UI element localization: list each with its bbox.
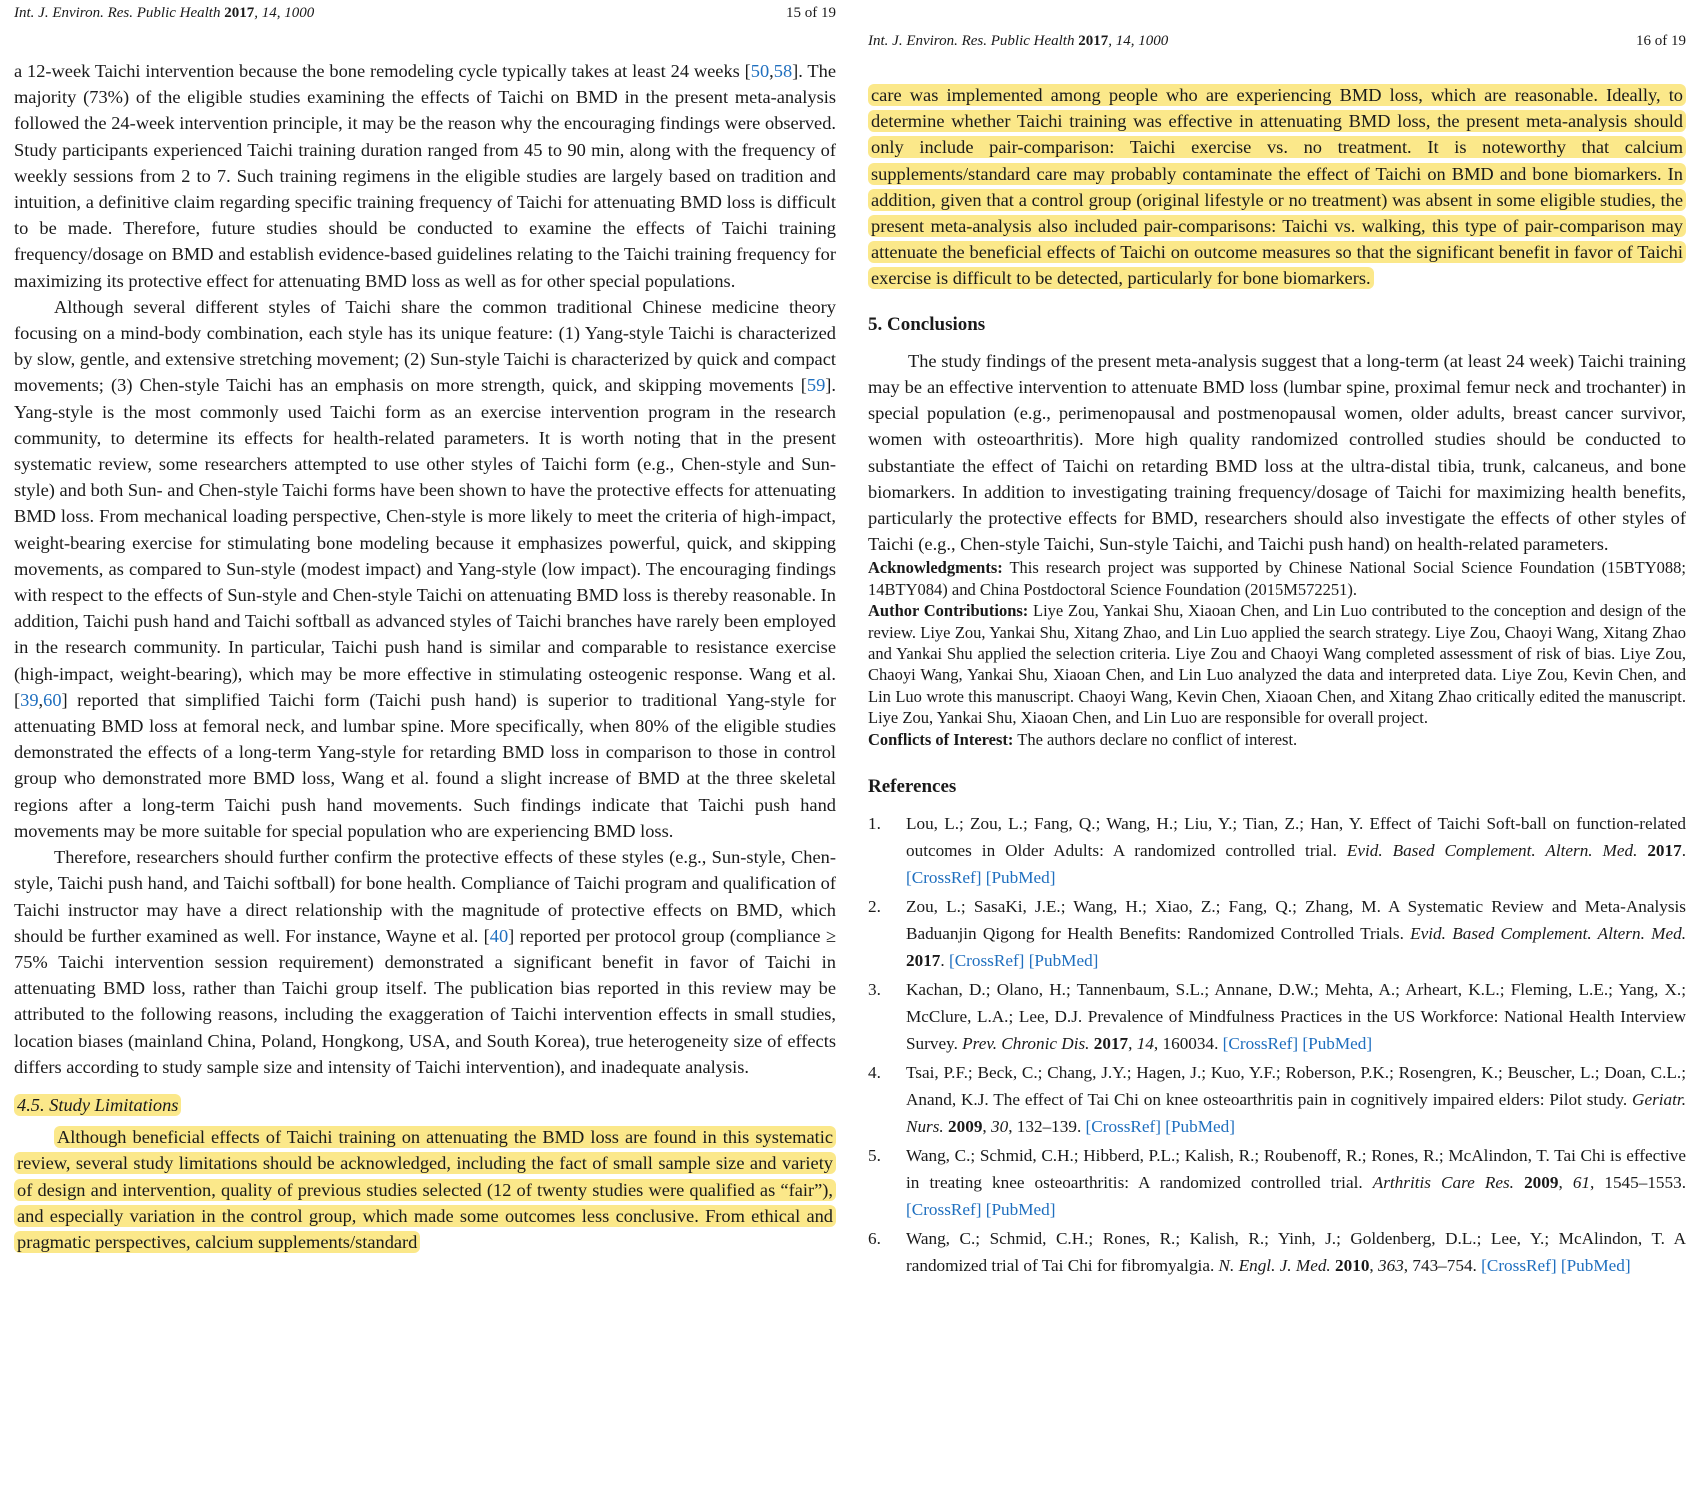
right-page <box>868 0 1686 1281</box>
reference-item <box>868 1059 1686 1140</box>
reference-list <box>868 810 1686 1279</box>
reference-text: Wang, C.; Schmid, C.H.; Hibberd, P.L.; Kalish, R.; Roubenoff, R.; Rones, R.; McAlindon, T. Tai Chi is effective in treating knee osteoarthritis: A randomized controlled trial. Arthritis Care Res. 2009, 61, 1545–1553. [CrossRef] [PubMed] <box>906 1146 1687 1220</box>
reference-number: 4. <box>868 1063 881 1083</box>
conflicts-of-interest: Conflicts of Interest: The authors declare no conflict of interest. <box>868 729 1298 749</box>
citation-link[interactable]: 39 <box>20 689 39 710</box>
citation-link[interactable]: 59 <box>806 375 826 396</box>
journal-citation: Int. J. Environ. Res. Public Health 2017, 14, 1000 <box>14 5 315 21</box>
crossref-link[interactable]: [CrossRef] <box>906 1200 982 1220</box>
crossref-link[interactable]: [CrossRef] <box>1222 1034 1299 1054</box>
reference-item <box>868 1225 1686 1279</box>
author-contributions: Author Contributions: Liye Zou, Yankai Shu, Xiaoan Chen, and Lin Luo contributed to the conception and design of the review. Liye Zou, Yankai Shu, Xitang Zhao, and Lin Luo applied the search strategy. Liye Zou, Chaoyi Wang, Xitang Zhao and Yankai Shu applied the selection criteria. Liye Zou and Chaoyi Wang completed assessment of risk of bias. Liye Zou, Chaoyi Wang, Yankai Shu, Xiaoan Chen, and Lin Luo analyzed the data and interpreted data. Liye Zou, Kevin Chen, and Lin Luo wrote this manuscript. Chaoyi Wang, Kevin Chen, Xiaoan Chen, and Xitang Zhao critically edited the manuscript. Liye Zou, Yankai Shu, Xiaoan Chen, and Lin Luo are responsible for overall project. <box>868 601 1687 728</box>
reference-number: 1. <box>868 814 881 834</box>
highlight: 4.5. Study Limitations <box>14 1094 181 1116</box>
left-page <box>14 0 836 1255</box>
citation-link[interactable]: 50 <box>750 61 770 81</box>
reference-item <box>868 893 1686 974</box>
pubmed-link[interactable]: [PubMed] <box>985 868 1056 888</box>
reference-journal: Evid. Based Complement. Altern. Med. <box>1410 924 1686 944</box>
reference-text: Wang, C.; Schmid, C.H.; Rones, R.; Kalish, R.; Yinh, J.; Goldenberg, D.L.; Lee, Y.; McAlindon, T. A randomized trial of Tai Chi for fibromyalgia. N. Engl. J. Med. 2010, 363, 743–754. [CrossRef] [PubMed] <box>906 1229 1686 1276</box>
pubmed-link[interactable]: [PubMed] <box>1028 951 1099 971</box>
reference-year: 2009 <box>948 1117 983 1137</box>
right-body <box>868 82 1686 1279</box>
reference-text: Zou, L.; SasaKi, J.E.; Wang, H.; Xiao, Z.; Fang, Q.; Zhang, M. A Systematic Review and Meta-Analysis Baduanjin Qigong for Health Benefits: Randomized Controlled Trials. Evid. Based Complement. Altern. Med. 2017. [CrossRef] [PubMed] <box>906 897 1686 971</box>
acknowledgments: Acknowledgments: This research project was supported by Chinese National Social Science Foundation (15BTY088; 14BTY084) and China Postdoctoral Science Foundation (2015M572251). <box>868 558 1686 599</box>
reference-year: 2017 <box>906 951 941 971</box>
reference-text: Tsai, P.F.; Beck, C.; Chang, J.Y.; Hagen, J.; Kuo, Y.F.; Roberson, P.K.; Rosengren, K.; Beuscher, L.; Doan, C.L.; Anand, K.J. The effect of Tai Chi on knee osteoarthritis pain in cognitively impaired elders: Pilot study. Geriatr. Nurs. 2009, 30, 132–139. [CrossRef] [PubMed] <box>906 1063 1686 1137</box>
crossref-link[interactable]: [CrossRef] <box>948 951 1025 971</box>
reference-year: 2010 <box>1335 1256 1370 1276</box>
reference-text: Lou, L.; Zou, L.; Fang, Q.; Wang, H.; Liu, Y.; Tian, Z.; Han, Y. Effect of Taichi Soft-ball on function-related outcomes in Older Adults: A randomized controlled trial. Evid. Based Complement. Altern. Med. 2017. [CrossRef] [PubMed] <box>906 814 1686 888</box>
left-body <box>14 58 836 1255</box>
reference-volume: 61 <box>1572 1173 1590 1193</box>
paragraph: Therefore, researchers should further confirm the protective effects of these styles (e.g., Sun-style, Chen-style, Taichi push hand, and Taichi softball) for bone health. Compliance of Taichi program and qualification of Taichi instructor may have a direct relationship with the magnitude of protective effects on BMD, which should be further examined as well. For instance, Wayne et al. [40] reported per protocol group (compliance ≥ 75% Taichi intervention session requirement) demonstrated a significant benefit in favor of Taichi in attenuating BMD loss, rather than Taichi group itself. The publication bias reported in this review may be attributed to the following reasons, including the exaggeration of Taichi intervention effects in small studies, location biases (mainland China, Poland, Hongkong, USA, and South Korea), true heterogeneity size of effects differs according to study sample size and intensity of Taichi intervention), and inadequate analysis. <box>14 847 836 1077</box>
reference-year: 2017 <box>1093 1034 1129 1054</box>
page-number: 16 of 19 <box>1636 33 1686 49</box>
reference-number: 2. <box>868 897 881 917</box>
reference-volume: 363 <box>1378 1256 1404 1276</box>
paragraph: The study findings of the present meta-analysis suggest that a long-term (at least 24 week) Taichi training may be an effective intervention to attenuate BMD loss (lumbar spine, proximal femur neck and trochanter) in special population (e.g., perimenopausal and postmenopausal women, older adults, breast cancer survivor, women with osteoarthritis). More high quality randomized controlled studies should be conducted to substantiate the effect of Taichi on retarding BMD loss at the ultra-distal tibia, trunk, calcaneus, and bone biomarkers. In addition to investigating training frequency/dosage of Taichi for maximizing health benefits, particularly the protective effects for BMD, researchers should also investigate the effects of other styles of Taichi (e.g., Chen-style Taichi, Sun-style Taichi, and Taichi push hand) on health-related parameters. <box>868 350 1686 555</box>
reference-item <box>868 810 1686 891</box>
pubmed-link[interactable]: [PubMed] <box>985 1200 1056 1220</box>
reference-journal: N. Engl. J. Med. <box>1218 1256 1331 1276</box>
pubmed-link[interactable]: [PubMed] <box>1560 1256 1631 1276</box>
reference-number: 3. <box>868 980 881 1000</box>
paragraph: a 12-week Taichi intervention because the bone remodeling cycle typically takes at least 24 weeks [50,58]. The majority (73%) of the eligible studies examining the effects of Taichi on BMD in the present meta-analysis followed the 24-week intervention principle, it may be the reason why the encouraging findings were observed. Study participants experienced Taichi training duration ranged from 45 to 90 min, along with the frequency of weekly sessions from 2 to 7. Such training regimens in the eligible studies are largely based on tradition and intuition, a definitive claim regarding specific training frequency of Taichi for attenuating BMD loss is difficult to be made. Therefore, future studies should be conducted to examine the effects of Taichi training frequency/dosage on BMD and establish evidence-based guidelines relating to the Taichi training frequency for maximizing its protective effect for attenuating BMD loss as well as for other special populations. <box>14 61 836 291</box>
reference-item <box>868 1142 1686 1223</box>
highlighted-paragraph: Although beneficial effects of Taichi training on attenuating the BMD loss are found in this systematic review, several study limitations should be acknowledged, including the fact of small sample size and variety of design and intervention, quality of previous studies selected (12 of twenty studies were qualified as “fair”), and especially variation in the control group, which made some outcomes less conclusive. From ethical and pragmatic perspectives, calcium supplements/standard <box>14 1124 836 1255</box>
reference-text: Kachan, D.; Olano, H.; Tannenbaum, S.L.; Annane, D.W.; Mehta, A.; Arheart, K.L.; Fleming, L.E.; Yang, X.; McClure, L.A.; Lee, D.J. Prevalence of Mindfulness Practices in the US Workforce: National Health Interview Survey. Prev. Chronic Dis. 2017, 14, 160034. [CrossRef] [PubMed] <box>906 980 1686 1054</box>
citation-link[interactable]: 40 <box>489 925 509 946</box>
reference-journal: Geriatr. Nurs. <box>906 1090 1686 1137</box>
reference-year: 2017 <box>1647 841 1682 861</box>
crossref-link[interactable]: [CrossRef] <box>1085 1117 1161 1137</box>
reference-journal: Evid. Based Complement. Altern. Med. <box>1346 841 1638 861</box>
journal-citation: Int. J. Environ. Res. Public Health 2017, 14, 1000 <box>868 33 1169 49</box>
section-heading: 5. Conclusions <box>868 313 986 335</box>
pubmed-link[interactable]: [PubMed] <box>1302 1034 1373 1054</box>
citation-link[interactable]: 60 <box>43 689 62 710</box>
references-heading: References <box>868 776 957 798</box>
reference-volume: 30 <box>991 1117 1009 1137</box>
reference-journal: Arthritis Care Res. <box>1372 1173 1514 1193</box>
section-heading <box>14 1092 836 1118</box>
reference-volume: 14 <box>1136 1034 1154 1054</box>
reference-number: 5. <box>868 1146 881 1166</box>
page-number: 15 of 19 <box>786 5 836 21</box>
reference-journal: Prev. Chronic Dis. <box>962 1034 1090 1054</box>
pubmed-link[interactable]: [PubMed] <box>1165 1117 1235 1137</box>
citation-link[interactable]: 58 <box>773 61 793 81</box>
reference-number: 6. <box>868 1229 881 1249</box>
running-header-left <box>14 5 836 22</box>
highlighted-paragraph: care was implemented among people who are experiencing BMD loss, which are reasonable. Ideally, to determine whether Taichi training was effective in attenuating BMD loss, the present meta-analysis should only include pair-comparison: Taichi exercise vs. no treatment. It is noteworthy that calcium supplements/standard care may probably contaminate the effect of Taichi on BMD and bone biomarkers. In addition, given that a control group (original lifestyle or no treatment) was absent in some eligible studies, the present meta-analysis also included pair-comparisons: Taichi vs. walking, this type of pair-comparison may attenuate the beneficial effects of Taichi on outcome measures so that the significant benefit in favor of Taichi exercise is difficult to be detected, particularly for bone biomarkers. <box>868 82 1686 292</box>
crossref-link[interactable]: [CrossRef] <box>906 868 982 888</box>
running-header-right <box>868 33 1686 50</box>
paragraph: Although several different styles of Taichi share the common traditional Chinese medicine theory focusing on a mind-body combination, each style has its unique feature: (1) Yang-style Taichi is characterized by slow, gentle, and extensive stretching movement; (2) Sun-style Taichi is characterized by quick and compact movements; (3) Chen-style Taichi has an emphasis on more strength, quick, and skipping movements [59]. Yang-style is the most commonly used Taichi form as an exercise intervention program in the research community, to determine its effects for health-related parameters. It is worth noting that in the present systematic review, some researchers attempted to use other styles of Taichi form (e.g., Chen-style and Sun-style) and both Sun- and Chen-style Taichi forms have been shown to have the protective effects for attenuating BMD loss. From mechanical loading perspective, Chen-style is more likely to meet the criteria of high-impact, weight-bearing exercise for stimulating bone modeling because it emphasizes powerful, quick, and skipping movements, as compared to Sun-style (modest impact) and Yang-style (low impact). The encouraging findings with respect to the effects of Sun-style and Chen-style Taichi on attenuating BMD loss is thereby reasonable. In addition, Taichi push hand and Taichi softball as advanced styles of Taichi branches have rarely been employed in the research community. In particular, Taichi push hand is similar and comparable to resistance exercise (high-impact, weight-bearing), which may be more effective in stimulating osteogenic response. Wang et al. [39,60] reported that simplified Taichi form (Taichi push hand) is superior to traditional Yang-style for attenuating BMD loss at femoral neck, and lumbar spine. More specifically, when 80% of the eligible studies demonstrated the effects of a long-term Yang-style for retarding BMD loss in comparison to those in control group who demonstrated more BMD loss, Wang et al. found a slight increase of BMD at the three skeletal regions after a long-term Taichi push hand movements. Such findings indicate that Taichi push hand movements may be more suitable for special population who are experiencing BMD loss. <box>14 296 836 841</box>
reference-item <box>868 976 1686 1057</box>
crossref-link[interactable]: [CrossRef] <box>1481 1256 1557 1276</box>
reference-year: 2009 <box>1524 1173 1559 1193</box>
